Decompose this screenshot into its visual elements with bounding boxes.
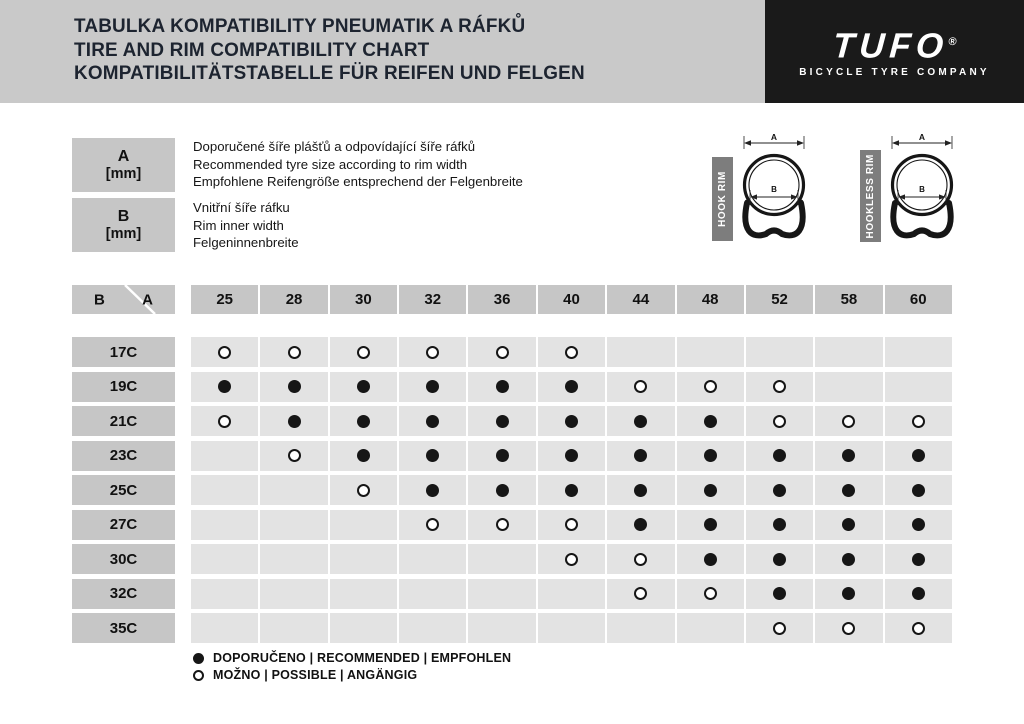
compat-cell [538, 337, 605, 367]
dim-b-label: B [771, 185, 777, 194]
row-label: 32C [72, 579, 175, 609]
possible-dot-icon [193, 670, 204, 681]
recommended-dot-icon [842, 587, 855, 600]
possible-dot-icon [218, 415, 231, 428]
row-label: 27C [72, 510, 175, 540]
compat-cell [815, 544, 882, 574]
compat-cell [399, 372, 466, 402]
column-header: 60 [885, 285, 952, 314]
compat-cell [607, 475, 674, 505]
hook-rim-label: HOOK RIM [717, 171, 728, 227]
key-b-unit: [mm] [105, 225, 142, 242]
possible-dot-icon [704, 380, 717, 393]
table-row [72, 510, 952, 540]
recommended-dot-icon [565, 449, 578, 462]
page-title [74, 15, 585, 86]
compat-cell [260, 579, 327, 609]
dim-a-label: A [918, 133, 926, 142]
compat-cell [746, 406, 813, 436]
compat-cell [607, 544, 674, 574]
compat-cell [399, 441, 466, 471]
recommended-dot-icon [565, 415, 578, 428]
possible-dot-icon [565, 518, 578, 531]
possible-dot-icon [912, 415, 925, 428]
recommended-dot-icon [288, 380, 301, 393]
compat-cell [677, 579, 744, 609]
row-label: 30C [72, 544, 175, 574]
compat-cell [885, 613, 952, 643]
compat-cell [191, 613, 258, 643]
key-b-line-de: Felgeninnenbreite [193, 235, 299, 250]
recommended-dot-icon [426, 415, 439, 428]
compat-cell [815, 475, 882, 505]
recommended-dot-icon [218, 380, 231, 393]
table-row [72, 544, 952, 574]
compat-cell [538, 441, 605, 471]
column-header: 52 [746, 285, 813, 314]
compat-table [72, 285, 952, 648]
tufo-logo [765, 0, 1024, 103]
dim-a-label: A [770, 133, 778, 142]
column-header: 32 [399, 285, 466, 314]
legend-recommended [193, 651, 511, 665]
key-a-line-cz: Doporučené šíře plášťů a odpovídající šíře ráfků [193, 139, 476, 154]
key-a-line-en: Recommended tyre size according to rim width [193, 156, 468, 172]
compat-cell [468, 406, 535, 436]
recommended-dot-icon [912, 587, 925, 600]
recommended-dot-icon [426, 380, 439, 393]
recommended-dot-icon [426, 484, 439, 497]
key-b-box [72, 198, 175, 252]
recommended-dot-icon [773, 518, 786, 531]
column-header: 44 [607, 285, 674, 314]
corner-row-axis: B [94, 291, 105, 308]
possible-dot-icon [634, 587, 647, 600]
compat-cell [330, 544, 397, 574]
legend-possible [193, 668, 511, 682]
key-a-unit: [mm] [105, 165, 142, 182]
compat-cell [399, 579, 466, 609]
possible-dot-icon [565, 346, 578, 359]
table-header-row [72, 285, 952, 314]
compat-cell [330, 579, 397, 609]
column-header: 36 [468, 285, 535, 314]
hookless-rim-label: HOOKLESS RIM [865, 153, 876, 239]
recommended-dot-icon [842, 449, 855, 462]
row-label: 35C [72, 613, 175, 643]
compat-cell [330, 613, 397, 643]
recommended-dot-icon [842, 553, 855, 566]
compat-cell [607, 372, 674, 402]
compat-cell [330, 337, 397, 367]
recommended-dot-icon [912, 518, 925, 531]
possible-dot-icon [842, 415, 855, 428]
compat-cell [885, 337, 952, 367]
compat-cell [330, 441, 397, 471]
table-row [72, 372, 952, 402]
title-line-de: KOMPATIBILITÄTSTABELLE FÜR REIFEN UND FELGEN [74, 62, 585, 84]
compat-cell [885, 544, 952, 574]
row-label: 19C [72, 372, 175, 402]
compat-cell [815, 579, 882, 609]
dim-b-label: B [919, 185, 925, 194]
compat-cell [885, 510, 952, 540]
compat-cell [746, 613, 813, 643]
recommended-dot-icon [496, 449, 509, 462]
compat-cell [677, 337, 744, 367]
compat-cell [260, 441, 327, 471]
legend-recommended-text: DOPORUČENO | RECOMMENDED | EMPFOHLEN [213, 651, 512, 665]
table-row [72, 441, 952, 471]
compat-cell [468, 510, 535, 540]
key-b-symbol: B [117, 207, 130, 225]
compat-cell [330, 510, 397, 540]
recommended-dot-icon [704, 518, 717, 531]
hook-rim-label-bar [712, 157, 733, 241]
compat-cell [815, 372, 882, 402]
compat-cell [399, 510, 466, 540]
possible-dot-icon [842, 622, 855, 635]
possible-dot-icon [357, 484, 370, 497]
possible-dot-icon [288, 346, 301, 359]
compat-cell [260, 510, 327, 540]
recommended-dot-icon [496, 415, 509, 428]
recommended-dot-icon [426, 449, 439, 462]
compat-cell [538, 544, 605, 574]
recommended-dot-icon [704, 415, 717, 428]
corner-cell [72, 285, 175, 314]
compat-cell [191, 441, 258, 471]
compat-cell [468, 544, 535, 574]
possible-dot-icon [773, 380, 786, 393]
compat-cell [677, 372, 744, 402]
compat-cell [746, 441, 813, 471]
compat-cell [191, 510, 258, 540]
table-row [72, 613, 952, 643]
compat-cell [677, 613, 744, 643]
column-header: 28 [260, 285, 327, 314]
compat-cell [468, 337, 535, 367]
compat-cell [260, 372, 327, 402]
possible-dot-icon [634, 380, 647, 393]
recommended-dot-icon [634, 449, 647, 462]
compat-cell [607, 510, 674, 540]
compat-cell [885, 579, 952, 609]
table-row [72, 406, 952, 436]
compat-cell [260, 406, 327, 436]
possible-dot-icon [218, 346, 231, 359]
compat-cell [607, 613, 674, 643]
compat-cell [885, 475, 952, 505]
recommended-dot-icon [496, 484, 509, 497]
compat-cell [399, 613, 466, 643]
compat-cell [191, 475, 258, 505]
compat-cell [815, 613, 882, 643]
marks-legend [193, 651, 511, 682]
recommended-dot-icon [496, 380, 509, 393]
compat-cell [815, 441, 882, 471]
compat-cell [885, 372, 952, 402]
column-header: 30 [330, 285, 397, 314]
key-b-line-cz: Vnitřní šíře ráfku [193, 200, 290, 215]
key-b-description [193, 199, 299, 252]
compat-cell [607, 441, 674, 471]
compat-cell [260, 337, 327, 367]
compat-cell [260, 475, 327, 505]
compat-cell [399, 475, 466, 505]
corner-diagonal [72, 285, 175, 314]
recommended-dot-icon [704, 484, 717, 497]
compat-cell [191, 372, 258, 402]
compat-cell [746, 337, 813, 367]
column-header: 40 [538, 285, 605, 314]
compat-cell [538, 613, 605, 643]
recommended-dot-icon [565, 380, 578, 393]
compat-cell [677, 510, 744, 540]
title-line-en: TIRE AND RIM COMPATIBILITY CHART [74, 38, 430, 61]
corner-col-axis: A [142, 291, 153, 308]
compat-cell [746, 544, 813, 574]
recommended-dot-icon [773, 553, 786, 566]
legend-possible-text: MOŽNO | POSSIBLE | ANGÄNGIG [213, 668, 418, 682]
compat-cell [746, 579, 813, 609]
compat-cell [746, 475, 813, 505]
compat-cell [677, 406, 744, 436]
recommended-dot-icon [357, 415, 370, 428]
compat-cell [815, 510, 882, 540]
compat-cell [399, 406, 466, 436]
possible-dot-icon [288, 449, 301, 462]
recommended-dot-icon [912, 484, 925, 497]
compat-cell [191, 337, 258, 367]
compat-cell [468, 372, 535, 402]
possible-dot-icon [426, 346, 439, 359]
row-label: 17C [72, 337, 175, 367]
header-band [0, 0, 765, 103]
recommended-dot-icon [912, 553, 925, 566]
recommended-dot-icon [357, 380, 370, 393]
compat-cell [468, 613, 535, 643]
row-label: 25C [72, 475, 175, 505]
table-row [72, 579, 952, 609]
compat-cell [538, 406, 605, 436]
compat-cell [677, 441, 744, 471]
hookless-rim-label-bar [860, 150, 881, 242]
compat-cell [468, 441, 535, 471]
hook-rim-diagram [734, 133, 814, 248]
tufo-logo-tagline: BICYCLE TYRE COMPANY [799, 67, 990, 79]
possible-dot-icon [496, 518, 509, 531]
compat-cell [191, 579, 258, 609]
compat-cell [607, 579, 674, 609]
compat-cell [538, 475, 605, 505]
tufo-logo-wordmark: TUFO® [831, 26, 957, 66]
key-b-line-en: Rim inner width [193, 217, 284, 233]
compat-cell [260, 613, 327, 643]
registered-mark-icon: ® [947, 35, 957, 48]
key-a-box [72, 138, 175, 192]
key-a-symbol: A [117, 147, 130, 165]
compat-cell [468, 475, 535, 505]
possible-dot-icon [773, 622, 786, 635]
possible-dot-icon [773, 415, 786, 428]
possible-dot-icon [912, 622, 925, 635]
compat-cell [607, 337, 674, 367]
column-header: 25 [191, 285, 258, 314]
row-label: 23C [72, 441, 175, 471]
compat-cell [191, 406, 258, 436]
possible-dot-icon [565, 553, 578, 566]
hookless-rim-diagram [882, 133, 962, 248]
table-row [72, 475, 952, 505]
recommended-dot-icon [773, 484, 786, 497]
title-line-cz: TABULKA KOMPATIBILITY PNEUMATIK A RÁFKŮ [74, 15, 526, 37]
recommended-dot-icon [773, 587, 786, 600]
compat-cell [330, 406, 397, 436]
possible-dot-icon [704, 587, 717, 600]
possible-dot-icon [496, 346, 509, 359]
recommended-dot-icon [565, 484, 578, 497]
recommended-dot-icon [193, 653, 204, 664]
recommended-dot-icon [634, 518, 647, 531]
compat-cell [468, 579, 535, 609]
compat-cell [330, 475, 397, 505]
compat-cell [538, 579, 605, 609]
compat-cell [746, 510, 813, 540]
compat-cell [677, 544, 744, 574]
table-body [72, 337, 952, 643]
compat-cell [399, 337, 466, 367]
column-header: 58 [815, 285, 882, 314]
compat-cell [191, 544, 258, 574]
recommended-dot-icon [842, 484, 855, 497]
possible-dot-icon [357, 346, 370, 359]
key-a-description [193, 138, 523, 191]
compat-cell [885, 406, 952, 436]
compat-cell [260, 544, 327, 574]
compat-cell [746, 372, 813, 402]
table-row [72, 337, 952, 367]
column-header: 48 [677, 285, 744, 314]
row-label: 21C [72, 406, 175, 436]
compat-cell [330, 372, 397, 402]
recommended-dot-icon [704, 449, 717, 462]
recommended-dot-icon [773, 449, 786, 462]
recommended-dot-icon [634, 415, 647, 428]
compat-cell [677, 475, 744, 505]
possible-dot-icon [634, 553, 647, 566]
compat-cell [885, 441, 952, 471]
compat-cell [399, 544, 466, 574]
recommended-dot-icon [357, 449, 370, 462]
compat-cell [607, 406, 674, 436]
compat-cell [538, 510, 605, 540]
key-a-line-de: Empfohlene Reifengröße entsprechend der Felgenbreite [193, 174, 523, 189]
recommended-dot-icon [912, 449, 925, 462]
recommended-dot-icon [842, 518, 855, 531]
recommended-dot-icon [634, 484, 647, 497]
recommended-dot-icon [288, 415, 301, 428]
compat-cell [815, 406, 882, 436]
possible-dot-icon [426, 518, 439, 531]
compat-cell [815, 337, 882, 367]
recommended-dot-icon [704, 553, 717, 566]
header-cells [191, 285, 952, 314]
compat-cell [538, 372, 605, 402]
